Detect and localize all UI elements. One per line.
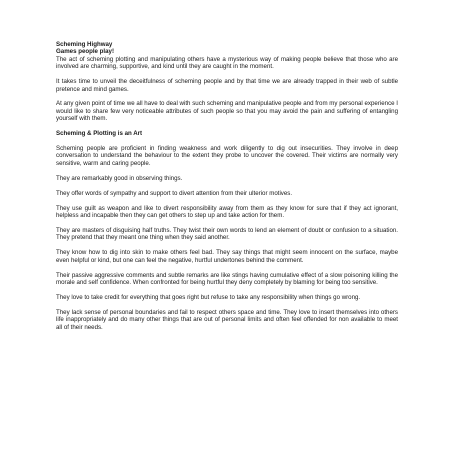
section-paragraph-6: They know how to dig into skin to make others feel bad. They say things that might seem innocent on the surface, maybe even helpful or kind, but one can feel the negative, hurtful undertones behind the comment.: [56, 249, 398, 264]
section-paragraph-9: They lack sense of personal boundaries and fail to respect others space and time. They love to insert themselves into others life inappropriately and do many other things that are out of personal limits and often feel offended for non available to meet all of their needs.: [56, 308, 398, 331]
section-paragraph-7: Their passive aggressive comments and subtle remarks are like stings having cumulative effect of a slow poisoning killing the morale and self confidence. When confronted for being hurtful they deny completely by blaming for being too sensitive.: [56, 271, 398, 286]
section-paragraph-1: Scheming people are proficient in finding weakness and work diligently to dig out insecurities. They involve in deep conversation to understand the behaviour to the extent they probe to uncover the covered. Their victims are normally very sensitive, warm and caring people.: [56, 145, 398, 167]
intro-paragraph-2: It takes time to unveil the deceitfulness of scheming people and by that time we are already trapped in their web of subtle pretence and mind games.: [56, 78, 398, 93]
intro-paragraph-3: At any given point of time we all have to deal with such scheming and manipulative people and from my personal experience I would like to share few very noticeable attributes of such people so that you may avoid the pain and suffering of entangling yourself with them.: [56, 100, 398, 123]
section-paragraph-3: They offer words of sympathy and support to divert attention from their ulterior motives.: [56, 189, 293, 197]
intro-paragraph-1: The act of scheming plotting and manipulating others have a mysterious way of making people believe that those who are involved are charming, supportive, and kind until they are caught in the moment.: [56, 55, 398, 71]
title-block: [56, 41, 398, 56]
section-paragraph-4: They use guilt as weapon and like to divert responsibility away from them as they know for sure that if they act ignorant, helpless and incapable then they can get others to step up and take action for them.: [56, 204, 398, 219]
document-subtitle: Games people play!: [56, 48, 115, 56]
document-title: Scheming Highway: [56, 41, 113, 48]
section-paragraph-8: They love to take credit for everything that goes right but refuse to take any responsibility when things go wrong.: [56, 293, 361, 301]
document-page: [56, 41, 398, 338]
section-paragraph-5: They are masters of disguising half truths. They twist their own words to lend an element of doubt or confusion to a situation. They pretend that they meant one thing when they said another.: [56, 226, 398, 242]
section-paragraph-2: They are remarkably good in observing things.: [56, 174, 183, 182]
section-heading: Scheming & Plotting is an Art: [56, 130, 143, 138]
